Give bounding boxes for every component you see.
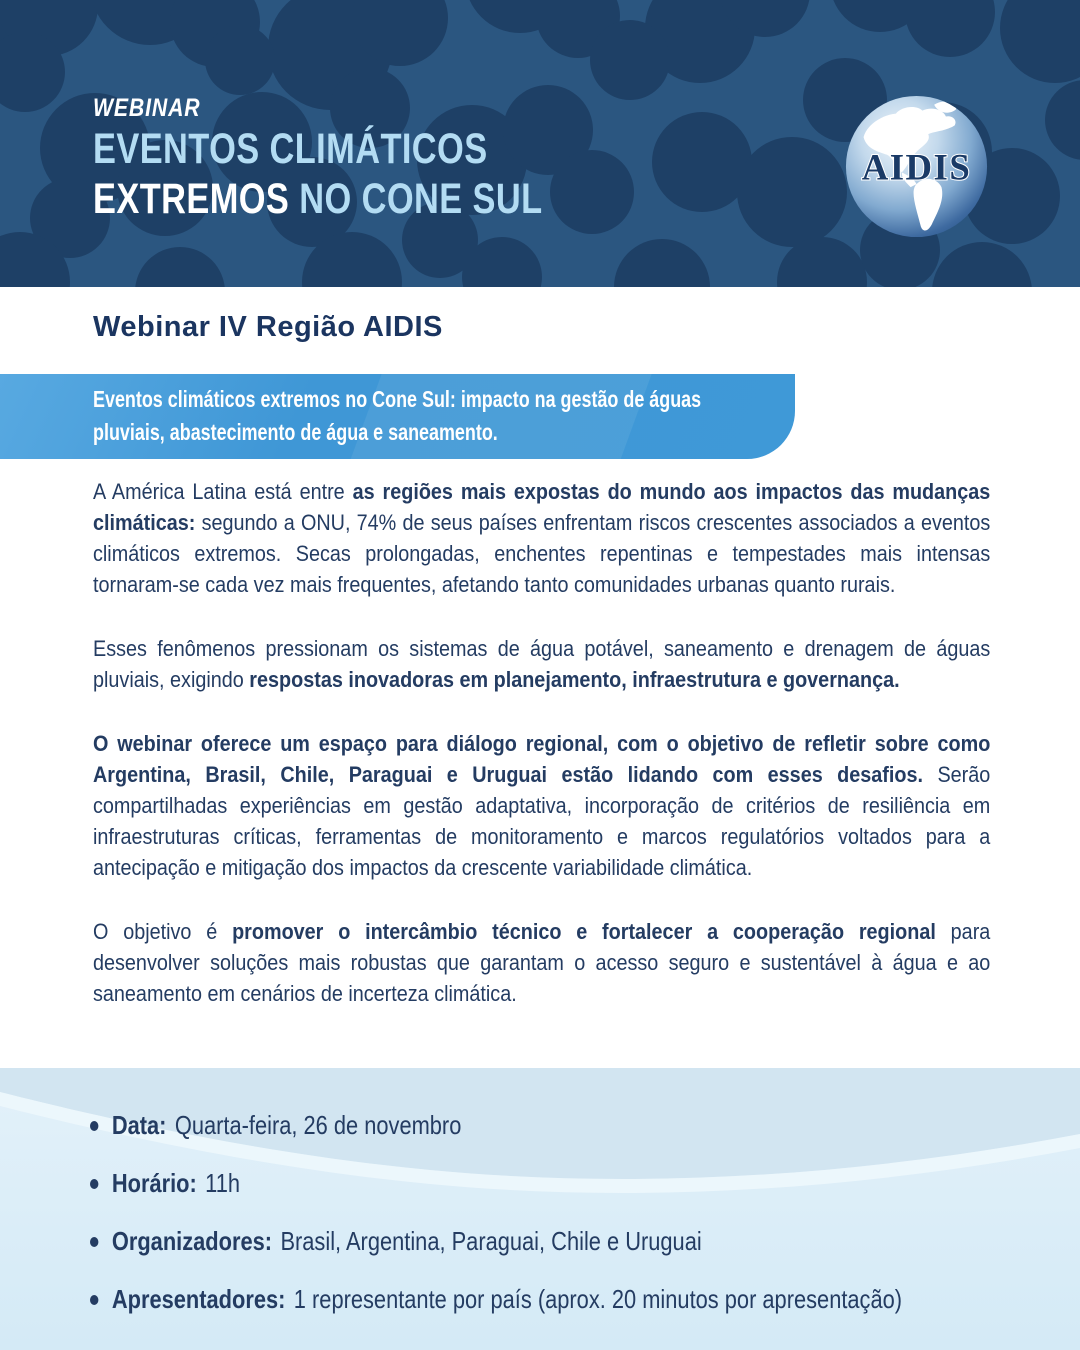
- paragraph-run: segundo a ONU, 74% de seus países enfrentam riscos crescentes associados a eventos climáticos extremos. Secas prolongadas, enchentes repentinas e tempestades mais intensas tornaram-se cada vez mais frequentes, afetando tanto comunidades urbanas quanto rurais.: [93, 510, 991, 597]
- body-text: [93, 476, 1080, 1009]
- paragraph-run-bold: O webinar oferece um espaço para diálogo regional, com o objetivo de refletir sobre como Argentina, Brasil, Chile, Paraguai e Uruguai estão lidando com esses desafios.: [93, 731, 991, 787]
- body-section: [0, 287, 1080, 1068]
- detail-value: Brasil, Argentina, Paraguai, Chile e Uruguai: [280, 1226, 702, 1256]
- detail-label: Apresentadores:: [111, 1284, 286, 1314]
- paragraph-run: Serão compartilhadas experiências em gestão adaptativa, incorporação de critérios de resiliência em infraestruturas críticas, ferramentas de monitoramento e marcos regulatórios voltados para a antecipação e mitigação dos impactos da crescente variabilidade climática.: [93, 762, 991, 880]
- detail-item: [90, 1110, 1080, 1140]
- bullet-icon: [90, 1179, 98, 1189]
- paragraph-run: Esses fenômenos pressionam os sistemas de água potável, saneamento e drenagem de águas pluviais, exigindo: [93, 636, 991, 692]
- detail-item: [90, 1284, 1080, 1314]
- paragraph-run: para desenvolver soluções mais robustas que garantam o acesso seguro e sustentável à água e ao saneamento em cenários de incerteza climática.: [93, 919, 991, 1006]
- paragraph-run-bold: respostas inovadoras em planejamento, infraestrutura e governança.: [249, 667, 900, 692]
- event-title: [93, 124, 543, 224]
- paragraph-run-bold: promover o intercâmbio técnico e fortalecer a cooperação regional: [232, 919, 936, 944]
- detail-value: 1 representante por país (aprox. 20 minutos por apresentação): [293, 1284, 903, 1314]
- event-details-list: [90, 1110, 1080, 1342]
- bullet-icon: [90, 1121, 98, 1131]
- webinar-kicker: WEBINAR: [93, 94, 201, 122]
- body-paragraph: [93, 728, 990, 883]
- detail-value: 11h: [205, 1168, 241, 1198]
- detail-item: [90, 1168, 1080, 1198]
- event-title-line2: [93, 174, 543, 224]
- paragraph-run: O objetivo é: [93, 919, 233, 944]
- details-section: [0, 1068, 1080, 1350]
- body-paragraph: [93, 916, 990, 1009]
- paragraph-run-bold: as regiões mais expostas do mundo aos impactos das mudanças climáticas:: [93, 479, 991, 535]
- event-title-line2-white: EXTREMOS: [93, 175, 290, 223]
- body-paragraph: [93, 633, 990, 695]
- topic-banner: [0, 374, 795, 459]
- bullet-icon: [90, 1295, 98, 1305]
- detail-label: Horário:: [111, 1168, 197, 1198]
- detail-label: Data:: [111, 1110, 167, 1140]
- event-title-line1-accent: EVENTOS CLIMÁTICOS: [93, 125, 488, 173]
- paragraph-run: A América Latina está entre: [93, 479, 353, 504]
- event-title-line2-accent: NO CONE SUL: [299, 175, 543, 223]
- header-section: [0, 0, 1080, 287]
- detail-item: [90, 1226, 1080, 1256]
- logo-text: AIDIS: [861, 146, 972, 188]
- topic-banner-text: Eventos climáticos extremos no Cone Sul: impacto na gestão de águas pluviais, abastecimento de água e saneamento.: [93, 386, 702, 445]
- detail-value: Quarta-feira, 26 de novembro: [174, 1110, 462, 1140]
- americas-globe-icon: [843, 93, 990, 240]
- detail-label: Organizadores:: [111, 1226, 273, 1256]
- body-paragraph: [93, 476, 990, 600]
- bullet-icon: [90, 1237, 98, 1247]
- event-title-line1: [93, 124, 543, 174]
- page-title: Webinar IV Região AIDIS: [93, 311, 443, 343]
- aidis-logo: [843, 93, 990, 240]
